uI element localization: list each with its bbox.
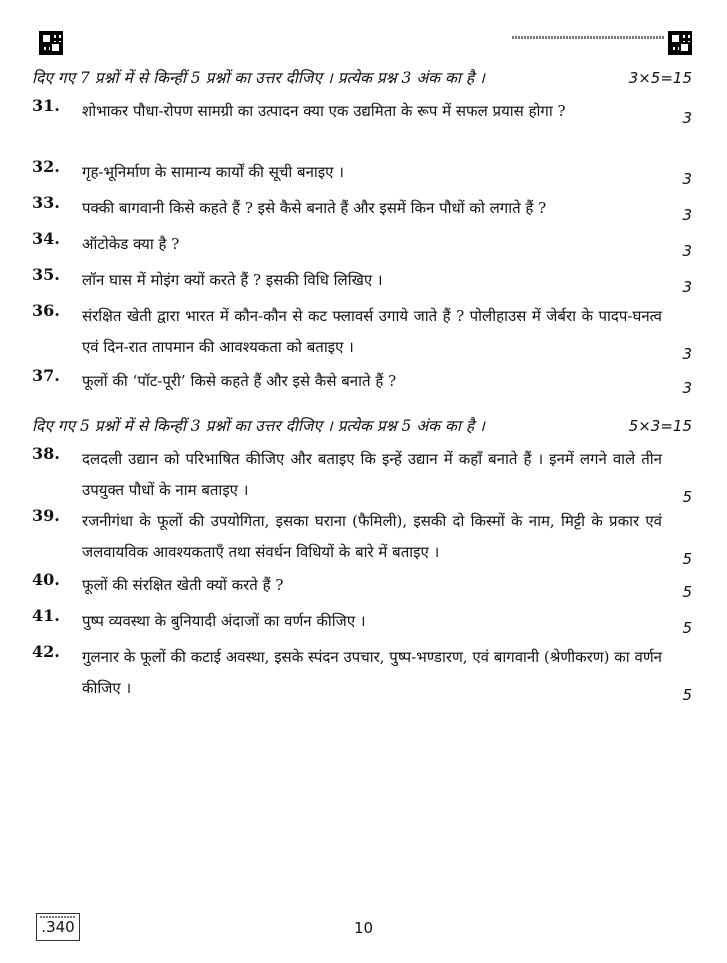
- question-marks: 5: [682, 619, 692, 637]
- page-number: 10: [353, 919, 374, 937]
- question-number: 38.: [32, 444, 60, 463]
- question-number: 37.: [32, 366, 60, 385]
- question-text: फूलों की संरक्षित खेती क्यों करते हैं ?: [82, 576, 284, 594]
- question-text: लॉन घास में मोइंग क्यों करते हैं ? इसकी विधि लिखिए ।: [82, 271, 383, 289]
- question-number: 39.: [32, 506, 60, 525]
- question-number: 31.: [32, 96, 60, 115]
- question-text: पुष्प व्यवस्था के बुनियादी अंदाजों का वर्णन कीजिए ।: [82, 612, 366, 630]
- question-number: 42.: [32, 642, 60, 661]
- question-number: 36.: [32, 301, 60, 320]
- section-marks: 5×3=15: [628, 417, 692, 435]
- question-marks: 3: [682, 278, 692, 296]
- question-35: [32, 265, 692, 296]
- section-marks: 3×5=15: [628, 69, 692, 87]
- qr-code-right: [668, 31, 692, 55]
- question-marks: 3: [682, 379, 692, 397]
- question-number: 33.: [32, 193, 60, 212]
- question-text: दलदली उद्यान को परिभाषित कीजिए और बताइए कि इन्हें उद्यान में कहाँ बनाते हैं । इनमें लगने वाले तीन उपयुक्त पौधों के नाम बताइए ।: [82, 450, 662, 499]
- section-instruction-text: दिए गए 5 प्रश्नों में से किन्हीं 3 प्रश्नों का उत्तर दीजिए । प्रत्येक प्रश्न 5 अंक का है ।: [32, 417, 485, 435]
- question-38: [32, 444, 692, 506]
- question-text: गुलनार के फूलों की कटाई अवस्था, इसके स्पंदन उपचार, पुष्प-भण्डारण, एवं बागवानी (श्रेणीकरण) का वर्णन कीजिए ।: [82, 648, 662, 697]
- question-36: [32, 301, 692, 363]
- question-text: ऑटोकेड क्या है ?: [82, 235, 180, 253]
- question-31: [32, 96, 692, 127]
- question-text: संरक्षित खेती द्वारा भारत में कौन-कौन से कट फ्लावर्स उगाये जाते हैं ? पोलीहाउस में जेर्बरा के पादप-घनत्व एवं दिन-रात तापमान की आवश्यकता को बताइए ।: [82, 307, 662, 356]
- question-number: 41.: [32, 606, 60, 625]
- section-instruction-1: [32, 66, 692, 88]
- question-text: फूलों की ‘पॉट-पूरी’ किसे कहते हैं और इसे कैसे बनाते हैं ?: [82, 372, 397, 390]
- question-37: [32, 366, 692, 397]
- question-text: गृह-भूनिर्माण के सामान्य कार्यों की सूची बनाइए ।: [82, 163, 344, 181]
- question-marks: 5: [682, 686, 692, 704]
- question-text: रजनीगंधा के फूलों की उपयोगिता, इसका घराना (फैमिली), इसकी दो किस्मों के नाम, मिट्टी के प्रकार एवं जलवायविक आवश्यकताएँ तथा संवर्धन विधियों के बारे में बताइए ।: [82, 512, 662, 561]
- question-number: 35.: [32, 265, 60, 284]
- question-text: पक्की बागवानी किसे कहते हैं ? इसे कैसे बनाते हैं और इसमें किन पौधों को लगाते हैं ?: [82, 199, 547, 217]
- question-number: 34.: [32, 229, 60, 248]
- section-instruction-text: दिए गए 7 प्रश्नों में से किन्हीं 5 प्रश्नों का उत्तर दीजिए । प्रत्येक प्रश्न 3 अंक का है ।: [32, 69, 485, 87]
- qr-code-left: [39, 31, 63, 55]
- question-marks: 5: [682, 550, 692, 568]
- question-34: [32, 229, 692, 260]
- question-text: शोभाकर पौधा-रोपण सामग्री का उत्पादन क्या एक उद्यमिता के रूप में सफल प्रयास होगा ?: [82, 102, 566, 120]
- question-marks: 3: [682, 109, 692, 127]
- question-marks: 3: [682, 170, 692, 188]
- question-number: 32.: [32, 157, 60, 176]
- question-40: [32, 570, 692, 601]
- question-41: [32, 606, 692, 637]
- question-39: [32, 506, 692, 568]
- question-42: [32, 642, 692, 704]
- section-instruction-2: [32, 414, 692, 436]
- question-33: [32, 193, 692, 224]
- microprint-line: [512, 36, 664, 39]
- question-number: 40.: [32, 570, 60, 589]
- question-marks: 3: [682, 345, 692, 363]
- paper-code: .340: [41, 918, 75, 936]
- question-marks: 5: [682, 583, 692, 601]
- question-marks: 3: [682, 206, 692, 224]
- question-32: [32, 157, 692, 188]
- question-marks: 3: [682, 242, 692, 260]
- question-marks: 5: [682, 488, 692, 506]
